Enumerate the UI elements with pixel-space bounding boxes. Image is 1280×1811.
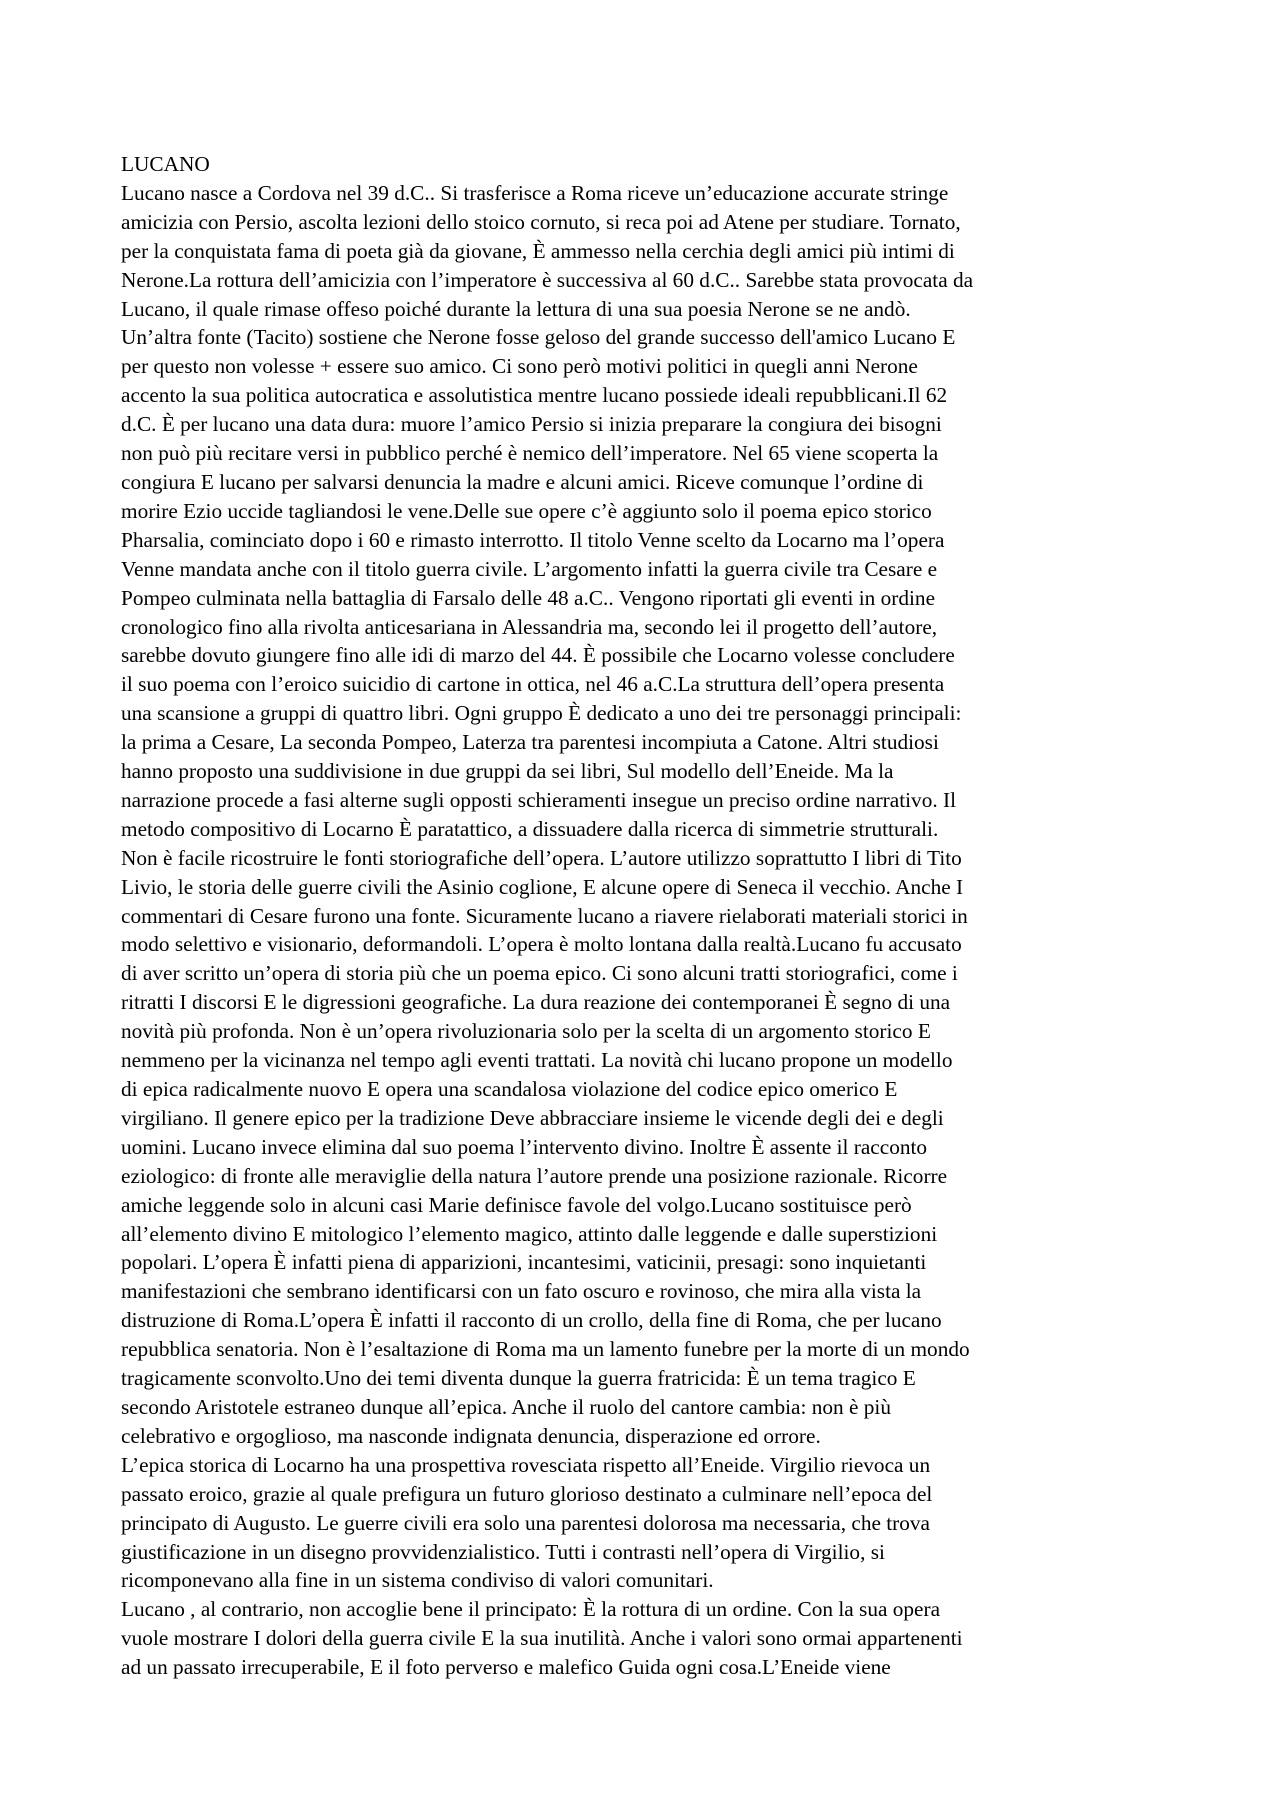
text-line: Livio, le storia delle guerre civili the Asinio coglione, E alcune opere di Seneca il vecchio. Anche I (121, 874, 964, 899)
text-line: ad un passato irrecuperabile, E il foto perverso e malefico Guida ogni cosa.L’Eneide viene (121, 1655, 891, 1680)
text-line: di aver scritto un’opera di storia più che un poema epico. Ci sono alcuni tratti storiografici, come i (121, 961, 958, 986)
text-line: per questo non volesse + essere suo amico. Ci sono però motivi politici in quegli anni Nerone (121, 354, 918, 379)
text-line: amiche leggende solo in alcuni casi Marie definisce favole del volgo.Lucano sostituisce però (121, 1192, 912, 1217)
text-line: modo selettivo e visionario, deformandoli. L’opera è molto lontana dalla realtà.Lucano fu accusato (121, 932, 962, 957)
text-line: Venne mandata anche con il titolo guerra civile. L’argomento infatti la guerra civile tra Cesare e (121, 556, 938, 581)
text-line: repubblica senatoria. Non è l’esaltazione di Roma ma un lamento funebre per la morte di un mondo (121, 1337, 970, 1362)
text-line: principato di Augusto. Le guerre civili era solo una parentesi dolorosa ma necessaria, che trova (121, 1510, 931, 1535)
text-line: Non è facile ricostruire le fonti storiografiche dell’opera. L’autore utilizzo soprattutto I libri di Tito (121, 845, 962, 870)
text-line: cronologico fino alla rivolta anticesariana in Alessandria ma, secondo lei il progetto dell’autore, (121, 614, 938, 639)
text-line: Pharsalia, cominciato dopo i 60 e rimasto interrotto. Il titolo Venne scelto da Locarno ma l’opera (121, 527, 945, 552)
document-title: LUCANO (121, 152, 210, 176)
text-line: Pompeo culminata nella battaglia di Farsalo delle 48 a.C.. Vengono riportati gli eventi in ordine (121, 585, 936, 610)
text-line: la prima a Cesare, La seconda Pompeo, Laterza tra parentesi incompiuta a Catone. Altri studiosi (121, 730, 939, 755)
text-line: congiura E lucano per salvarsi denuncia la madre e alcuni amici. Riceve comunque l’ordine di (121, 469, 924, 494)
text-line: amicizia con Persio, ascolta lezioni dello stoico cornuto, si reca poi ad Atene per studiare. Tornato, (121, 209, 961, 234)
text-line: accento la sua politica autocratica e assolutistica mentre lucano possiede ideali repubblicani.Il 62 (121, 383, 948, 408)
text-line: per la conquistata fama di poeta già da giovane, È ammesso nella cerchia degli amici più intimi di (121, 238, 955, 263)
text-line: novità più profonda. Non è un’opera rivoluzionaria solo per la scelta di un argomento storico E (121, 1019, 931, 1044)
text-line: virgiliano. Il genere epico per la tradizione Deve abbracciare insieme le vicende degli dei e degli (121, 1105, 944, 1130)
text-line: morire Ezio uccide tagliandosi le vene.Delle sue opere c’è aggiunto solo il poema epico storico (121, 498, 932, 523)
document-body (121, 150, 1171, 1682)
text-line: eziologico: di fronte alle meraviglie della natura l’autore prende una posizione razionale. Ricorre (121, 1163, 948, 1188)
text-line: commentari di Cesare furono una fonte. Sicuramente lucano a riavere rielaborati materiali storici in (121, 903, 968, 928)
text-line: passato eroico, grazie al quale prefigura un futuro glorioso destinato a culminare nell’epoca del (121, 1481, 933, 1506)
text-line: giustificazione in un disegno provvidenzialistico. Tutti i contrasti nell’opera di Virgilio, si (121, 1539, 885, 1564)
text-line: distruzione di Roma.L’opera È infatti il racconto di un crollo, della fine di Roma, che per lucano (121, 1308, 942, 1333)
text-line: Lucano, il quale rimase offeso poiché durante la lettura di una sua poesia Nerone se ne andò. (121, 296, 911, 321)
text-line: nemmeno per la vicinanza nel tempo agli eventi trattati. La novità chi lucano propone un modello (121, 1048, 953, 1073)
text-line: ricomponevano alla fine in un sistema condiviso di valori comunitari. (121, 1568, 714, 1593)
text-line: manifestazioni che sembrano identificarsi con un fato oscuro e rovinoso, che mira alla vista la (121, 1279, 922, 1304)
text-line: sarebbe dovuto giungere fino alle idi di marzo del 44. È possibile che Locarno volesse concludere (121, 643, 955, 668)
text-line: L’epica storica di Locarno ha una prospettiva rovesciata rispetto all’Eneide. Virgilio rievoca un (121, 1452, 931, 1477)
text-line: Nerone.La rottura dell’amicizia con l’imperatore è successiva al 60 d.C.. Sarebbe stata provocata da (121, 267, 974, 292)
text-line: popolari. L’opera È infatti piena di apparizioni, incantesimi, vaticinii, presagi: sono inquietanti (121, 1250, 927, 1275)
text-line: metodo compositivo di Locarno È paratattico, a dissuadere dalla ricerca di simmetrie strutturali. (121, 816, 939, 841)
text-line: di epica radicalmente nuovo E opera una scandalosa violazione del codice epico omerico E (121, 1077, 898, 1101)
text-line: una scansione a gruppi di quattro libri. Ogni gruppo È dedicato a uno dei tre personaggi principali: (121, 701, 962, 726)
text-line: d.C. È per lucano una data dura: muore l’amico Persio si inizia preparare la congiura dei bisogni (121, 412, 942, 437)
text-line: celebrativo e orgoglioso, ma nasconde indignata denuncia, disperazione ed orrore. (121, 1423, 821, 1448)
text-line: vuole mostrare I dolori della guerra civile E la sua inutilità. Anche i valori sono ormai appartenenti (121, 1626, 963, 1651)
text-line: il suo poema con l’eroico suicidio di cartone in ottica, nel 46 a.C.La struttura dell’opera presenta (121, 672, 945, 697)
text-line: narrazione procede a fasi alterne sugli opposti schieramenti insegue un preciso ordine narrativo. Il (121, 787, 956, 812)
text-line: all’elemento divino E mitologico l’elemento magico, attinto dalle leggende e dalle superstizioni (121, 1221, 938, 1246)
text-line: hanno proposto una suddivisione in due gruppi da sei libri, Sul modello dell’Eneide. Ma la (121, 759, 894, 784)
text-line: non può più recitare versi in pubblico perché è nemico dell’imperatore. Nel 65 viene scoperta la (121, 441, 939, 466)
text-line: tragicamente sconvolto.Uno dei temi diventa dunque la guerra fratricida: È un tema tragico E (121, 1366, 916, 1391)
text-line: ritratti I discorsi E le digressioni geografiche. La dura reazione dei contemporanei È segno di una (121, 990, 951, 1015)
text-line: Un’altra fonte (Tacito) sostiene che Nerone fosse geloso del grande successo dell'amico Lucano E (121, 325, 956, 350)
text-line: secondo Aristotele estraneo dunque all’epica. Anche il ruolo del cantore cambia: non è più (121, 1394, 891, 1419)
text-line: Lucano , al contrario, non accoglie bene il principato: È la rottura di un ordine. Con la sua opera (121, 1597, 941, 1622)
text-line: Lucano nasce a Cordova nel 39 d.C.. Si trasferisce a Roma riceve un’educazione accurate stringe (121, 180, 949, 205)
text-line: uomini. Lucano invece elimina dal suo poema l’intervento divino. Inoltre È assente il racconto (121, 1134, 928, 1159)
